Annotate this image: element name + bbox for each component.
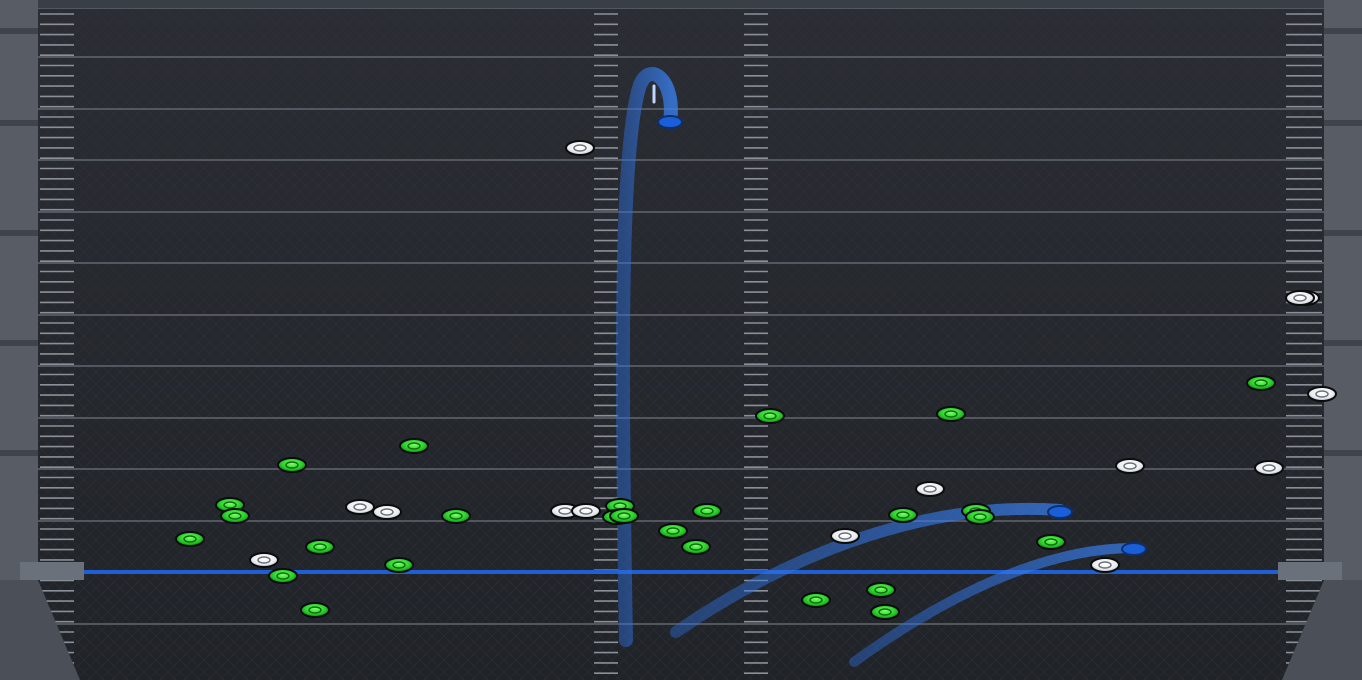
defense-player-9[interactable]	[1091, 558, 1119, 572]
field-mesh	[38, 0, 1324, 680]
offense-player-5[interactable]	[306, 540, 334, 554]
defense-player-4[interactable]	[373, 505, 401, 519]
offense-player-13[interactable]	[610, 509, 638, 523]
offense-player-10[interactable]	[442, 509, 470, 523]
offense-player-21[interactable]	[889, 508, 917, 522]
offense-player-20[interactable]	[871, 605, 899, 619]
offense-player-17[interactable]	[756, 409, 784, 423]
defense-player-7[interactable]	[831, 529, 859, 543]
defense-player-3[interactable]	[346, 500, 374, 514]
offense-player-9[interactable]	[400, 439, 428, 453]
offense-player-8[interactable]	[385, 558, 413, 572]
highlight-player-1[interactable]	[658, 116, 682, 128]
defense-player-10[interactable]	[1116, 459, 1144, 473]
offense-player-3[interactable]	[221, 509, 249, 523]
offense-player-24[interactable]	[966, 510, 994, 524]
offense-player-15[interactable]	[682, 540, 710, 554]
defense-player-2[interactable]	[250, 553, 278, 567]
defense-player-6[interactable]	[572, 504, 600, 518]
offense-player-26[interactable]	[1247, 376, 1275, 390]
offense-player-25[interactable]	[1037, 535, 1065, 549]
top-edge	[38, 0, 1324, 8]
defense-player-13[interactable]	[1308, 387, 1336, 401]
offense-player-4[interactable]	[278, 458, 306, 472]
offense-player-19[interactable]	[867, 583, 895, 597]
defense-player-1[interactable]	[566, 141, 594, 155]
defense-player-8[interactable]	[916, 482, 944, 496]
highlight-player-3[interactable]	[1122, 543, 1146, 555]
defense-player-14[interactable]	[1286, 291, 1314, 305]
highlight-player-2[interactable]	[1048, 506, 1072, 518]
defense-player-11[interactable]	[1255, 461, 1283, 475]
offense-player-7[interactable]	[301, 603, 329, 617]
offense-player-22[interactable]	[937, 407, 965, 421]
offense-player-6[interactable]	[269, 569, 297, 583]
offense-player-14[interactable]	[659, 524, 687, 538]
offense-player-16[interactable]	[693, 504, 721, 518]
offense-player-1[interactable]	[176, 532, 204, 546]
offense-player-18[interactable]	[802, 593, 830, 607]
